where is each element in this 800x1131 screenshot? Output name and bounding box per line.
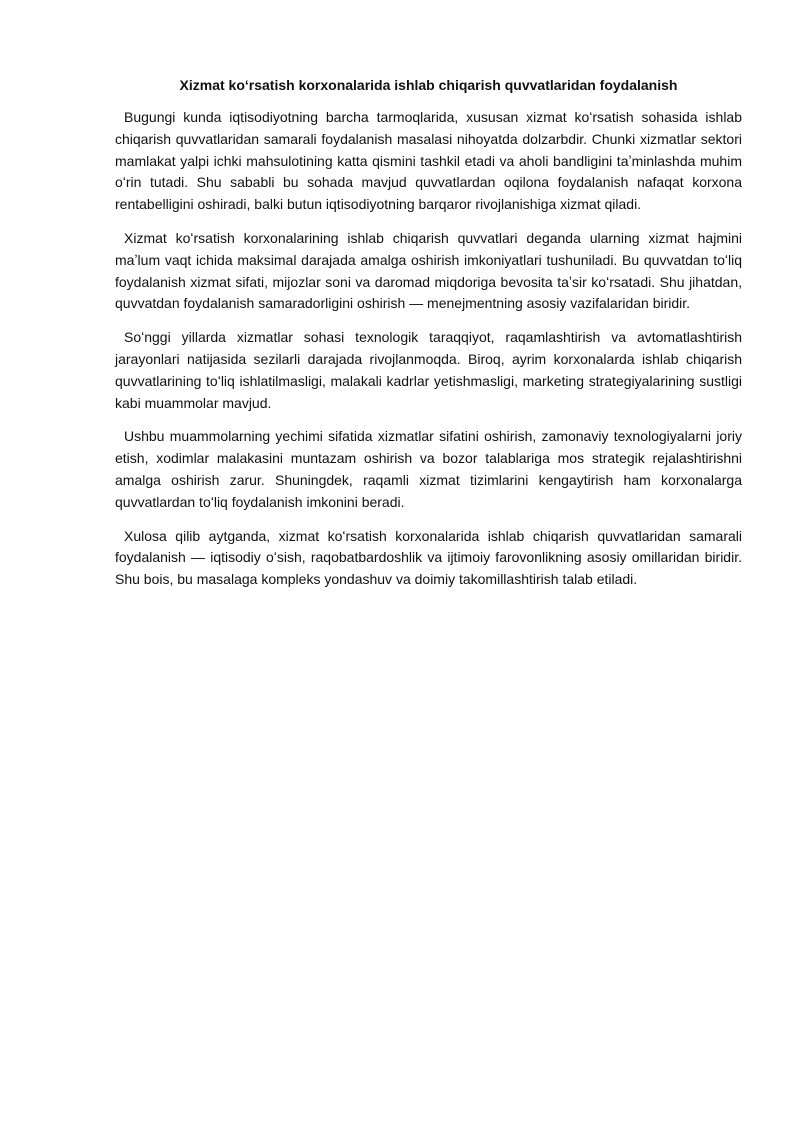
paragraph-1: Bugungi kunda iqtisodiyotning barcha tarmoqlarida, xususan xizmat koʻrsatish sohasida ishlab chiqarish quvvatlaridan samarali foydalanish masalasi nihoyatda dolzarbdir. Chunki xizmatlar sektori mamlakat yalpi ichki mahsulotining katta qismini tashkil etadi va aholi bandligini taʼminlashda muhim oʻrin tutadi. Shu sababli bu sohada mavjud quvvatlardan oqilona foydalanish nafaqat korxona rentabelligini oshiradi, balki butun iqtisodiyotning barqaror rivojlanishiga xizmat qiladi. bbox=[115, 109, 742, 213]
paragraph-4: Ushbu muammolarning yechimi sifatida xizmatlar sifatini oshirish, zamonaviy texnologiyalarni joriy etish, xodimlar malakasini muntazam oshirish va bozor talablariga mos strategik rejalashtirishni amalga oshirish zarur. Shuningdek, raqamli xizmat tizimlarini kengaytirish ham korxonalarga quvvatlardan toʻliq foydalanish imkonini beradi. bbox=[115, 428, 742, 510]
paragraph-5: Xulosa qilib aytganda, xizmat koʻrsatish korxonalarida ishlab chiqarish quvvatlaridan samarali foydalanish — iqtisodiy oʻsish, raqobatbardoshlik va ijtimoiy farovonlikning asosiy omillaridan biridir. Shu bois, bu masalaga kompleks yondashuv va doimiy takomillashtirish talab etiladi. bbox=[115, 527, 742, 588]
document-title: Xizmat koʻrsatish korxonalarida ishlab chiqarish quvvatlaridan foydalanish bbox=[179, 77, 678, 93]
paragraph-2: Xizmat koʻrsatish korxonalarining ishlab chiqarish quvvatlari deganda ularning xizmat hajmini maʼlum vaqt ichida maksimal darajada amalga oshirish imkoniyatlari tushuniladi. Bu quvvatdan toʻliq foydalanish xizmat sifati, mijozlar soni va daromad miqdoriga bevosita taʼsir koʻrsatadi. Shu jihatdan, quvvatdan foydalanish samaradorligini oshirish — menejmentning asosiy vazifalaridan biridir. bbox=[115, 229, 742, 312]
paragraph-3: Soʻnggi yillarda xizmatlar sohasi texnologik taraqqiyot, raqamlashtirish va avtomatlashtirish jarayonlari natijasida sezilarli darajada rivojlanmoqda. Biroq, ayrim korxonalarda ishlab chiqarish quvvatlarining toʻliq ishlatilmasligi, malakali kadrlar yetishmasligi, marketing strategiyalarining sustligi kabi muammolar mavjud. bbox=[115, 329, 742, 411]
